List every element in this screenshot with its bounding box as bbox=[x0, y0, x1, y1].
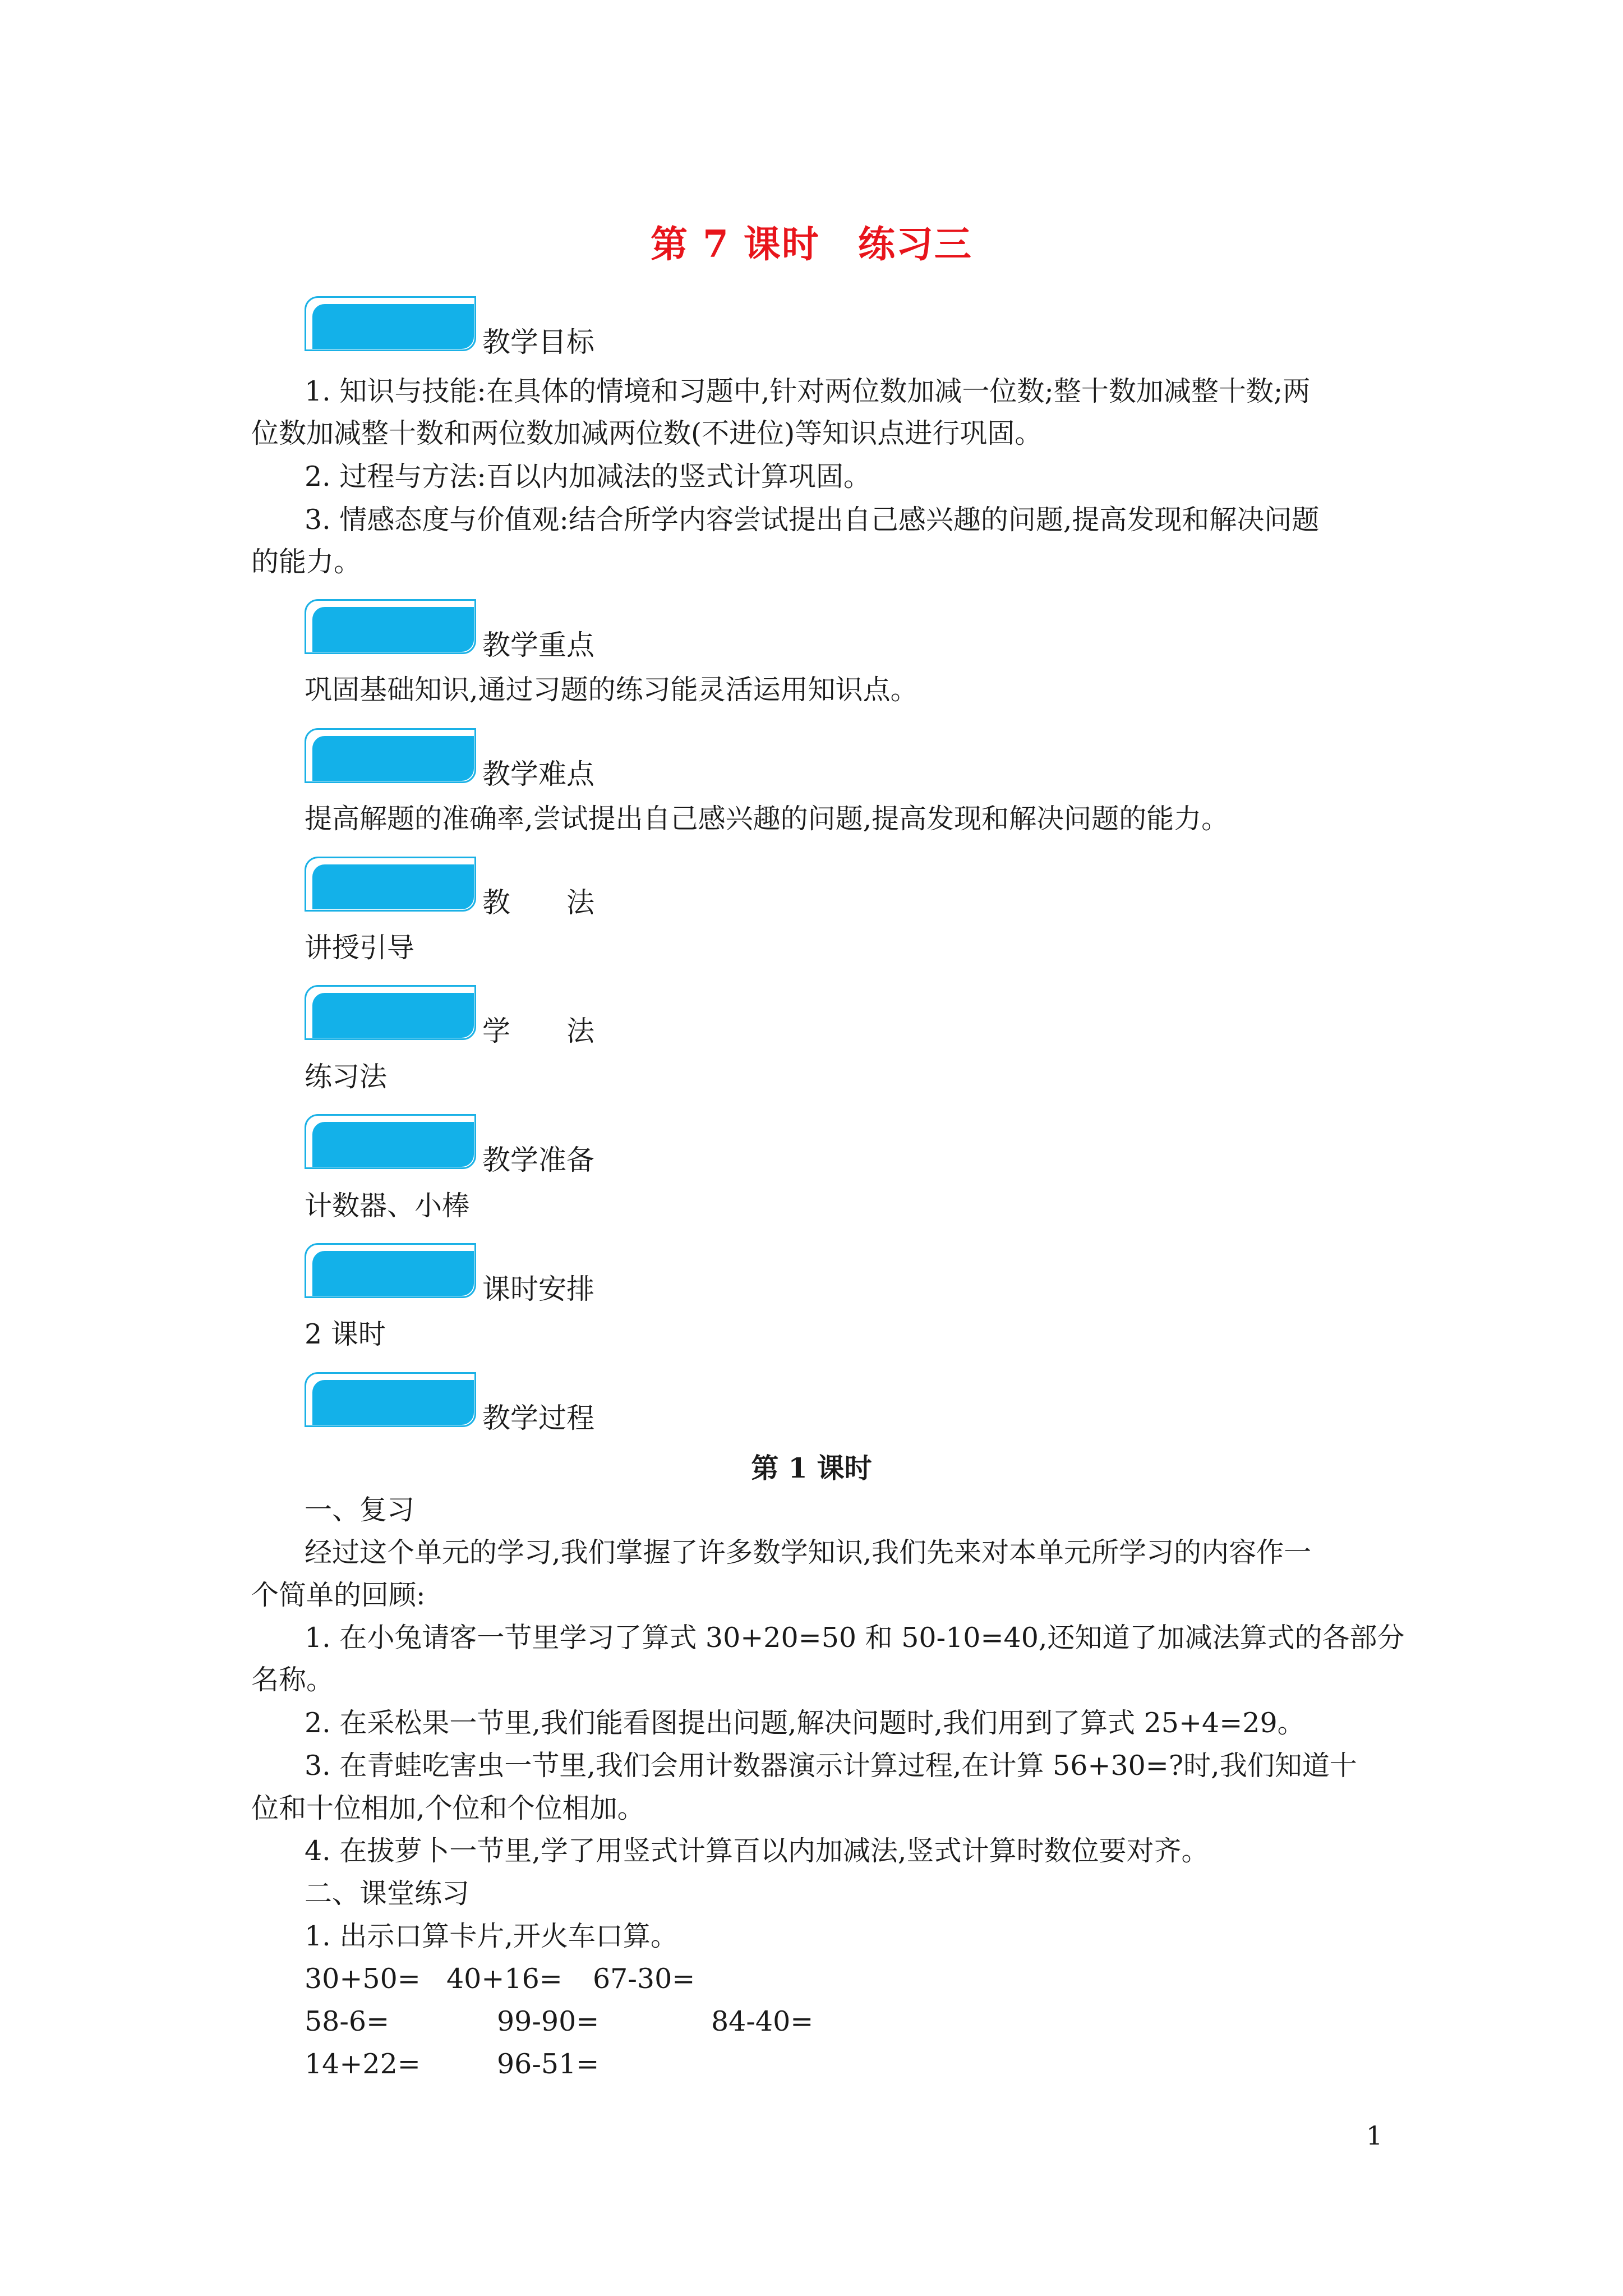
section-tab-icon bbox=[305, 985, 478, 1041]
section-tab-icon bbox=[305, 857, 478, 913]
page-title: 第 7 课时 练习三 bbox=[651, 222, 972, 266]
equation: 96-51= bbox=[497, 2048, 600, 2080]
section-label: 教学准备 bbox=[482, 1144, 594, 1176]
lesson-heading: 第 1 课时 bbox=[751, 1452, 872, 1484]
teaching-method-text: 讲授引导 bbox=[305, 932, 415, 964]
practice-item-1: 1. 出示口算卡片,开火车口算。 bbox=[305, 1920, 678, 1952]
preparation-text: 计数器、小棒 bbox=[305, 1190, 470, 1222]
section-label: 教学过程 bbox=[482, 1402, 594, 1434]
equation: 99-90= bbox=[497, 2005, 600, 2037]
equation: 40+16= bbox=[446, 1963, 562, 1995]
section-tab-icon bbox=[305, 1372, 478, 1428]
section-label: 学 法 bbox=[482, 1015, 594, 1047]
section-label: 课时安排 bbox=[482, 1273, 594, 1305]
section-label: 教 法 bbox=[482, 886, 594, 919]
review-intro-line-1: 经过这个单元的学习,我们掌握了许多数学知识,我们先来对本单元所学习的内容作一 bbox=[305, 1536, 1312, 1568]
schedule-text: 2 课时 bbox=[305, 1318, 386, 1350]
page-number: 1 bbox=[1366, 2120, 1383, 2151]
section-label: 教学目标 bbox=[482, 326, 594, 358]
learning-method-text: 练习法 bbox=[305, 1061, 388, 1093]
section-tab-icon bbox=[305, 728, 478, 784]
section-tab-icon bbox=[305, 1114, 478, 1170]
section-label: 教学重点 bbox=[482, 629, 594, 661]
review-item-1-line-2: 名称。 bbox=[251, 1664, 334, 1696]
review-intro-line-2: 个简单的回顾: bbox=[251, 1579, 426, 1611]
review-item-4: 4. 在拔萝卜一节里,学了用竖式计算百以内加减法,竖式计算时数位要对齐。 bbox=[305, 1835, 1209, 1867]
review-item-2: 2. 在采松果一节里,我们能看图提出问题,解决问题时,我们用到了算式 25+4=29。 bbox=[305, 1707, 1305, 1739]
section-tab-icon bbox=[305, 1243, 478, 1299]
equation: 14+22= bbox=[305, 2048, 421, 2080]
objective-2: 2. 过程与方法:百以内加减法的竖式计算巩固。 bbox=[305, 461, 871, 493]
review-item-3-line-2: 位和十位相加,个位和个位相加。 bbox=[251, 1792, 645, 1824]
section-tab-icon bbox=[305, 296, 478, 352]
objective-3-line-1: 3. 情感态度与价值观:结合所学内容尝试提出自己感兴趣的问题,提高发现和解决问题 bbox=[305, 504, 1320, 536]
objective-1-line-1: 1. 知识与技能:在具体的情境和习题中,针对两位数加减一位数;整十数加减整十数;两 bbox=[305, 375, 1311, 407]
objective-3-line-2: 的能力。 bbox=[251, 546, 362, 578]
objective-1-line-2: 位数加减整十数和两位数加减两位数(不进位)等知识点进行巩固。 bbox=[251, 417, 1043, 449]
equation: 58-6= bbox=[305, 2005, 390, 2037]
section-label: 教学难点 bbox=[482, 758, 594, 790]
review-item-1-line-1: 1. 在小兔请客一节里学习了算式 30+20=50 和 50-10=40,还知道了加减法算式的各部分 bbox=[305, 1622, 1405, 1654]
equation: 84-40= bbox=[711, 2005, 814, 2037]
difficulties-text: 提高解题的准确率,尝试提出自己感兴趣的问题,提高发现和解决问题的能力。 bbox=[305, 803, 1229, 835]
practice-heading: 二、课堂练习 bbox=[305, 1878, 470, 1910]
key-points-text: 巩固基础知识,通过习题的练习能灵活运用知识点。 bbox=[305, 674, 918, 706]
review-heading: 一、复习 bbox=[305, 1494, 415, 1526]
review-item-3-line-1: 3. 在青蛙吃害虫一节里,我们会用计数器演示计算过程,在计算 56+30=?时,我们知道十 bbox=[305, 1750, 1357, 1782]
equation: 67-30= bbox=[593, 1963, 695, 1995]
equation: 30+50= bbox=[305, 1963, 421, 1995]
section-tab-icon bbox=[305, 599, 478, 655]
